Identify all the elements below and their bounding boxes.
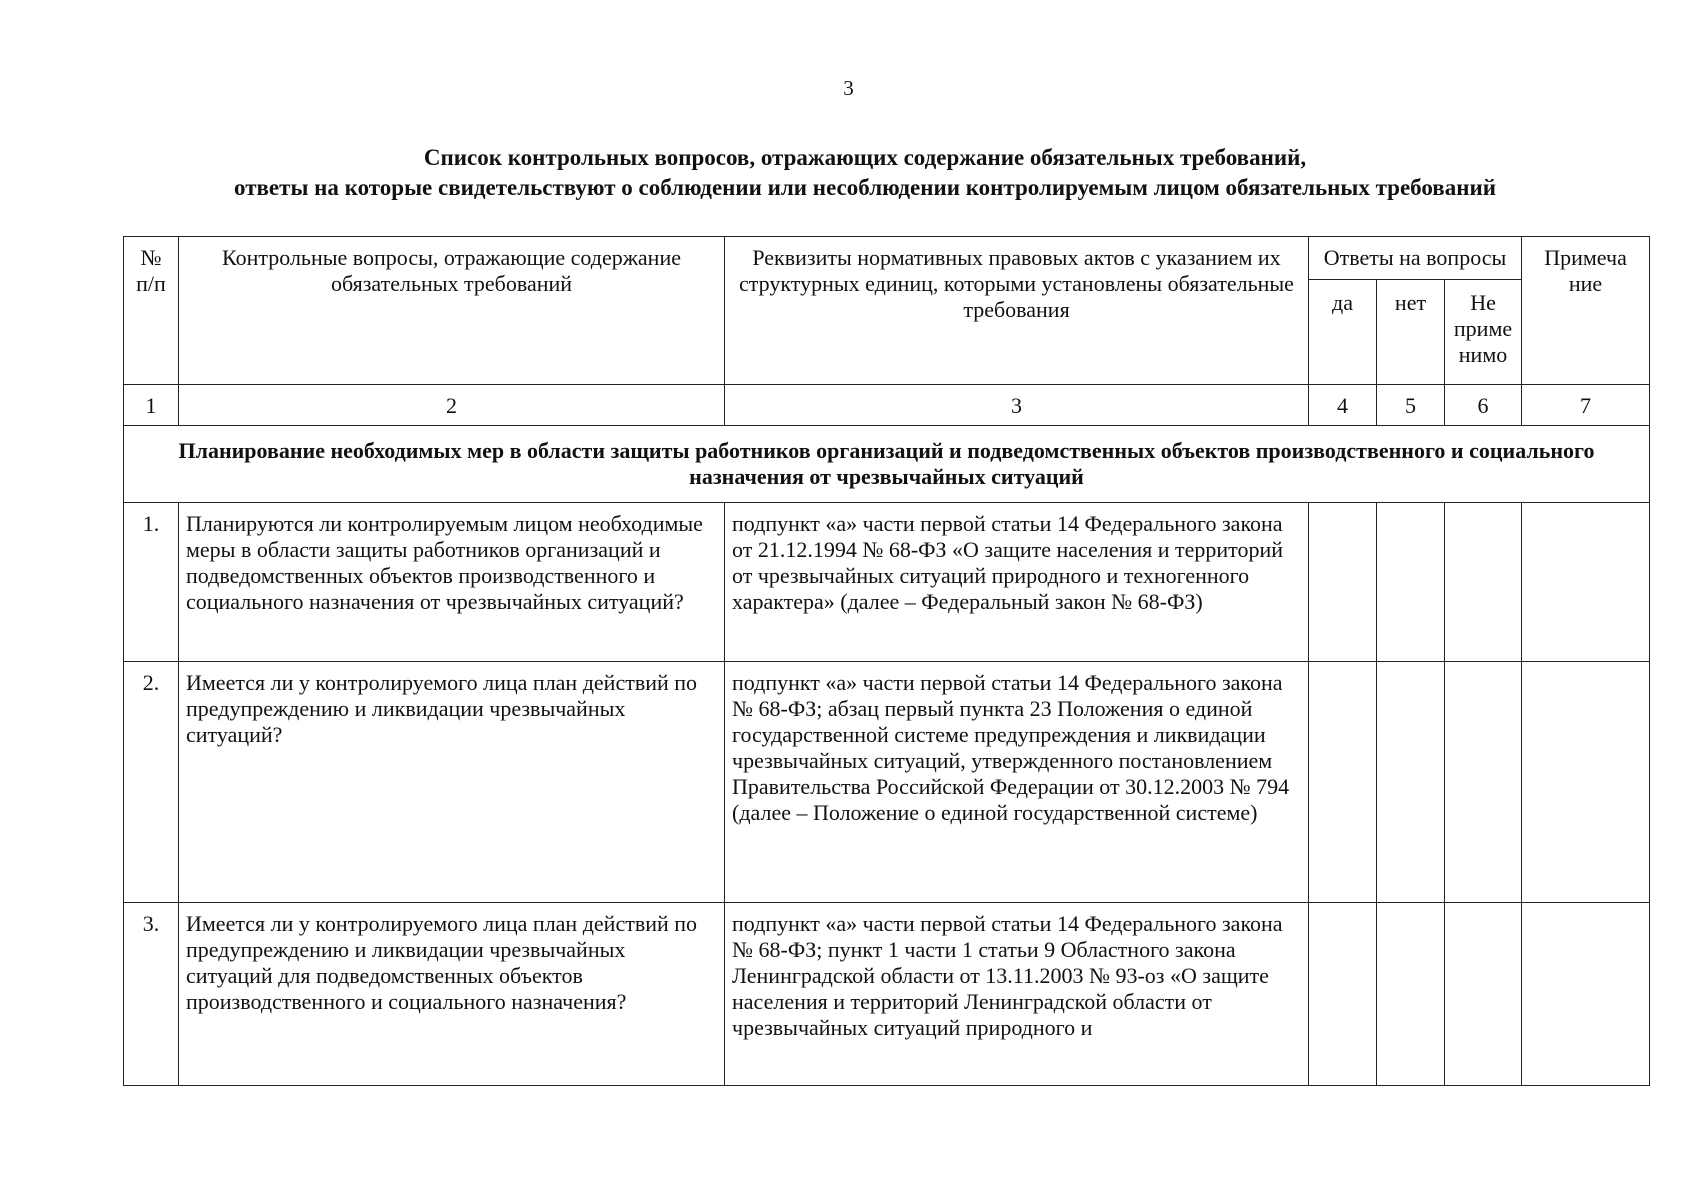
column-number: 4 — [1309, 385, 1377, 426]
answer-na-cell[interactable] — [1445, 662, 1522, 903]
answer-yes-cell[interactable] — [1309, 903, 1377, 1086]
header-no: нет — [1377, 280, 1445, 385]
header-num: № п/п — [124, 237, 179, 385]
row-requisites: подпункт «а» части первой статьи 14 Федерального закона № 68-ФЗ; пункт 1 части 1 статьи 9 Областного закона Ленинградской области от 13.11.2003 № 93-оз «О защите населения и территорий Ленинградской области от чрезвычайных ситуаций природного и — [725, 903, 1309, 1086]
title-line-2: ответы на которые свидетельствуют о соблюдении или несоблюдении контролируемым лицом обязательных требований — [234, 175, 1496, 200]
table-row — [124, 503, 1650, 662]
table-row — [124, 903, 1650, 1086]
header-questions: Контрольные вопросы, отражающие содержание обязательных требований — [179, 237, 725, 385]
answer-yes-cell[interactable] — [1309, 503, 1377, 662]
table-row — [124, 662, 1650, 903]
column-number: 2 — [179, 385, 725, 426]
answer-na-cell[interactable] — [1445, 903, 1522, 1086]
column-number: 3 — [725, 385, 1309, 426]
column-number: 6 — [1445, 385, 1522, 426]
header-not-applicable: Не приме нимо — [1445, 280, 1522, 385]
row-number: 1. — [124, 503, 179, 662]
answer-na-cell[interactable] — [1445, 503, 1522, 662]
row-question: Планируются ли контролируемым лицом необходимые меры в области защиты работников организаций и подведомственных объектов производственного и социального назначения от чрезвычайных ситуаций? — [179, 503, 725, 662]
column-number: 5 — [1377, 385, 1445, 426]
note-cell[interactable] — [1522, 903, 1650, 1086]
header-yes: да — [1309, 280, 1377, 385]
answer-no-cell[interactable] — [1377, 903, 1445, 1086]
header-note: Примеча ние — [1522, 237, 1650, 385]
document-title — [110, 143, 1620, 203]
row-requisites: подпункт «а» части первой статьи 14 Федерального закона от 21.12.1994 № 68-ФЗ «О защите населения и территорий от чрезвычайных ситуаций природного и техногенного характера» (далее – Федеральный закон № 68-ФЗ) — [725, 503, 1309, 662]
header-answers: Ответы на вопросы — [1309, 237, 1522, 280]
page-number: 3 — [843, 76, 854, 100]
answer-no-cell[interactable] — [1377, 503, 1445, 662]
row-number: 3. — [124, 903, 179, 1086]
checklist-table — [123, 236, 1650, 1086]
answer-no-cell[interactable] — [1377, 662, 1445, 903]
note-cell[interactable] — [1522, 662, 1650, 903]
title-line-1: Список контрольных вопросов, отражающих содержание обязательных требований, — [423, 145, 1307, 170]
note-cell[interactable] — [1522, 503, 1650, 662]
column-number: 1 — [124, 385, 179, 426]
answer-yes-cell[interactable] — [1309, 662, 1377, 903]
section-row — [124, 426, 1650, 503]
header-requisites: Реквизиты нормативных правовых актов с указанием их структурных единиц, которыми установлены обязательные требования — [725, 237, 1309, 385]
row-question: Имеется ли у контролируемого лица план действий по предупреждению и ликвидации чрезвычайных ситуаций? — [179, 662, 725, 903]
row-number: 2. — [124, 662, 179, 903]
row-requisites: подпункт «а» части первой статьи 14 Федерального закона № 68-ФЗ; абзац первый пункта 23 Положения о единой государственной системе предупреждения и ликвидации чрезвычайных ситуаций, утвержденного постановлением Правительства Российской Федерации от 30.12.2003 № 794 (далее – Положение о единой государственной системе) — [725, 662, 1309, 903]
header-row — [124, 237, 1650, 280]
row-question: Имеется ли у контролируемого лица план действий по предупреждению и ликвидации чрезвычайных ситуаций для подведомственных объектов производственного и социального назначения? — [179, 903, 725, 1086]
column-number: 7 — [1522, 385, 1650, 426]
column-numbers-row — [124, 385, 1650, 426]
section-title: Планирование необходимых мер в области защиты работников организаций и подведомственных объектов производственного и социального назначения от чрезвычайных ситуаций — [124, 426, 1650, 503]
